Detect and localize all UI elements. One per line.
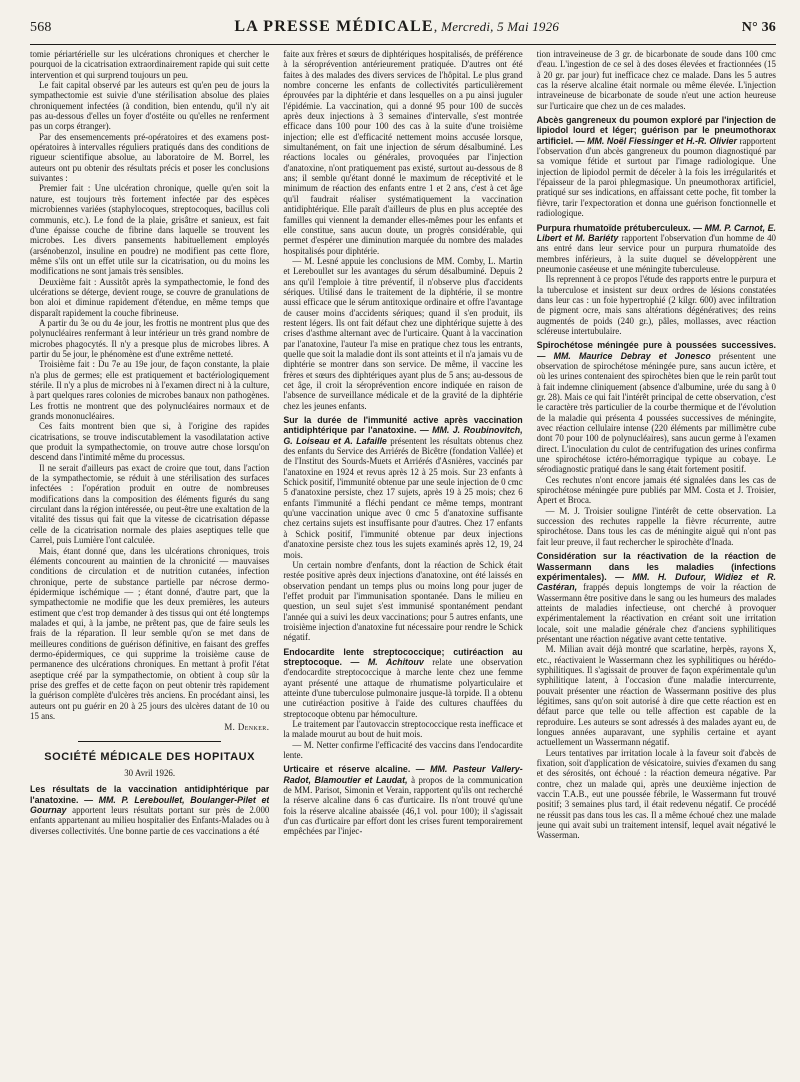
issue-number: N° 36 [741, 20, 776, 35]
communication-authors: — MM. P. Carnot, E. Libert et M. Bariéty [536, 222, 776, 243]
journal-title: LA PRESSE MÉDICALE [234, 18, 434, 35]
communication-authors: — MM. Noël Fiessinger et H.-R. Olivier [575, 135, 737, 146]
paragraph: Le fait capital observé par les auteurs est qu'en peu de jours la sympathectomie est suivie d'une stérilisation absolue des plaies chroniquement infectées (à condition, bien entendu, qu'il n'y ait pas au-dessous d'elles un foyer d'ostéite ou qu'elles ne renferment pas un corps étranger). [30, 80, 270, 132]
session-date: 30 Avril 1926. [124, 768, 176, 779]
article-columns [30, 49, 776, 1077]
communication-text: frappés depuis longtemps de voir la réaction de Wassermann être positive dans le sang ou les humeurs des malades atteints de maladies infectieuse, ont cherché à provoquer expérimentalement la réactivation en créant soit une irritation locale, soit une maladie générale chez d'anciens syphilitiques présentant une réaction négative avant cette tentative. [536, 582, 776, 644]
column-2 [283, 49, 522, 1077]
issue-date: Mercredi, 5 Mai 1926 [441, 19, 560, 34]
author-signature: M. Denker. [224, 722, 270, 733]
paragraph: Par des ensemencements pré-opératoires et des examens post-opératoires à intervalles réguliers pratiqués dans des conditions de rigueur scientifique absolue, au laboratoire de M. Borrel, les auteurs ont pu obtenir des résultats précis et poser les conclusions suivantes : [30, 131, 270, 184]
communication-authors: — MM. H. Dufour, Widiez et R. Castéran, [536, 571, 776, 593]
communication-text: rapportent l'observation d'un homme de 40 ans entré dans leur service pour un purpura rhumatoïde des membres inférieurs, à la suite duquel se développèrent une pneumonie caséeuse et une méningite tuberculeuse. [536, 232, 776, 274]
page-number: 568 [30, 20, 52, 35]
communication-text: présentent les résultats obtenus chez des enfants du Service des Arriérés de Bicêtre (fondation Vallée) et de l'Institut des Sourds-Muets et Arriérés d'Asnières, vaccinés par l'anatoxine en 1924 et revus après 12 à 25 mois. Sur 23 enfants à Schick positif, l'immunité obtenue par une seule injection de 0 cmc 5 d'anatoxine persiste, chez 17 sujets, après 19 à 25 mois; chez 6 enfants l'immunité a fléchi pendant ce même temps, montrant qu'une vaccination unique avec 0 cmc 5 d'anatoxine suffisante chez certains sujets est insuffisante pour d'autres. Chez 17 enfants à Schick positif, l'immunité obtenue par deux injections d'anatoxine persiste chez tous les sujets examinés après 12, 19, 24 mois. [283, 435, 523, 560]
paragraph: Ces rechutes n'ont encore jamais été signalées dans les cas de spirochétose méningée pure publiés par MM. Costa et J. Troisier, Apert et Broca. [536, 474, 776, 506]
communication-heading [283, 415, 522, 560]
communication-heading [283, 647, 522, 719]
communication-heading [537, 551, 776, 644]
section-divider [78, 741, 222, 742]
communication-authors: — MM. P. Lereboullet, Boulanger-Pilet et Gournay [30, 794, 270, 816]
communication-heading [283, 764, 522, 836]
communication-text: présentent une observation de spirochétose méningée pure, sans aucun ictère, et où les urines contenaient des spirochètes bien que le rein parût tout à fait indemne cliniquement (absence d'albumine, urée du sang à 0 gr. 28). Mais ce qui fait l'intérêt principal de cette observation, c'est le caractère très particulier de la courbe thermique et de l'évolution de la maladie qui présenta 4 poussées successives de méningite, avec réaction cellulaire intense (220 éléments par millimètre cube dont 70 pour 100 de polynucléaires), sans aucun germe à l'examen direct. L'inoculation du culot de centrifugation des urines confirma une spirochétose ictéro-hémorragique typique au cobaye. Le sérodiagnostic pratiqué dans le sang était fortement positif. [536, 350, 776, 475]
paragraph: Premier fait : Une ulcération chronique, quelle qu'en soit la nature, est toujours très fortement infectée par des espèces microbiennes variées (staphylocoques, streptocoques, bacillus coli communis, etc.). Le fond de la plaie, grisâtre et sanieux, est fait d'une épaisse couche de fibrine dans laquelle se trouvent les microbes. Les divers pansements habituellement employés (arsénobenzol, insuline en poudre) ne modifient pas cette flore, même s'ils ont un effet utile sur la cicatrisation, ou du moins les modifications ne sont jamais très sensibles. [30, 183, 270, 277]
communication-title: Considération sur la réactivation de la réaction de Wassermann dans les maladies (infections expérimentales). [536, 551, 776, 582]
communication-title: Spirochétose méningée pure à poussées successives. [536, 340, 776, 351]
communication-heading [30, 784, 269, 836]
paragraph: M. Milian avait déjà montré que scarlatine, herpès, rayons X, etc., réactivaient le Wassermann chez les syphilitiques ou hérédo-syphilitiques. Il s'agissait de prouver de façon expérimentale qu'un syphilitique latent, à l'occasion d'une maladie intercurrente, pouvait présenter une réaction de Wassermann positive des plus légitimes, sans qu'on soit autorisé à dire que cette réaction est en défaut parce que telle ou telle affection est capable de la reproduire. Les auteurs se sont adressés à des malades ayant eu, de longues années auparavant, une syphilis certaine et ayant actuellement un Wassermann négatif. [536, 644, 776, 748]
paragraph: Le traitement par l'autovaccin streptococcique resta inefficace et la malade mourut au bout de huit mois. [283, 719, 523, 740]
communication-authors: — MM. J. Roubinovitch, G. Loiseau et A. Lafaille [283, 425, 523, 446]
communication-heading [537, 223, 776, 275]
communication-heading [537, 340, 776, 474]
paragraph: A partir du 3e ou du 4e jour, les frottis ne montrent plus que des polynucléaires renfermant à leur intérieur un très grand nombre de microbes phagocytés. Il n'y a presque plus de microbes libres. A partir du 5e jour, le phénomène est d'une extrême netteté. [30, 317, 270, 359]
paragraph: Ils reprennent à ce propos l'étude des rapports entre le purpura et la tuberculose et insistent sur deux ordres de lésions constatées dans leur cas : un foie hypertrophié (2 kilgr. 600) avec infiltration de pigment ocre, mais sans altérations dégénératives; des reins augmentés de poids (240 gr.), pâles, mollasses, avec réaction scléreuse intertubulaire. [536, 274, 776, 336]
paragraph: — M. Netter confirme l'efficacité des vaccins dans l'endocardite lente. [283, 739, 523, 761]
paragraph: Un certain nombre d'enfants, dont la réaction de Schick était restée positive après deux injections d'anatoxine, ont été laissés en observation pendant un temps plus ou moins long pour juger de l'effet produit par l'immunisation spontanée. Dans le milieu en question, un seul sujet s'est immunisé spontanément pendant l'année qui a suivi les deux vaccinations; pour 5 autres enfants, une troisième injection d'anatoxine fut nécessaire pour rendre le Schick négatif. [283, 559, 523, 643]
paragraph: faite aux frères et sœurs de diphtériques hospitalisés, de préférence à la séroprévention antérieurement pratiquée. D'autres ont été faites à des malades des divers services de l'hôpital. Le plus grand nombre concerne les enfants de collectivités particulièrement éprouvées par la diphtérie et dans lesquelles on a pu ainsi juguler l'épidémie. La vaccination, qui a donné 95 pour 100 de succès après deux injections à 3 semaines d'intervalle, s'est montrée efficace dans 100 pour 100 des cas à la suite d'une troisième injection; elle est d'efficacité nettement moins accusée lorsque, simultanément, on fait une injection de sérum désalbuminé. Les réactions locales ou générales, provoquées par l'injection d'anatoxine, n'ont pratiquement pas existé, surtout au-dessous de 8 ans; il semble qu'étant donné le maximum de réceptivité et le minimum de réaction des enfants entre 1 et 2 ans, c'est à cet âge qu'il faudrait réaliser systématiquement la vaccination antidiphtérique. Elle paraît d'ailleurs de plus en plus acceptée des familles qui viennent la demander elles-mêmes pour les enfants et elle constitue, sans aucun doute, un progrès considérable, qui permet d'espérer une diminution marquée du nombre des malades hospitalisés pour diphtérie. [283, 49, 523, 256]
paragraph: Mais, étant donné que, dans les ulcérations chroniques, trois éléments concourent au maintien de la chronicité — mauvaises conditions de circulation et de nutrition cutanées, infection chronique, perte de substance partielle par nécrose dermo-épidermique ischémique — ; étant donné, d'autre part, que la sympathectomie ne modifie que les deux premières, les auteurs estiment que c'est trop demander à des tissus qui ont été longtemps malades et qui, à la jambe, ne prêtent pas, que de faire seuls les frais de la réparation. Il leur semble qu'on se met dans de meilleures conditions de guérison définitive, en faisant des greffes dermo-épidermiques, ce qui supprime la troisième cause de permanence des ulcérations chroniques. En mettant à profit l'état aseptique créé par la sympathectomie, on obtient à coup sûr la prise des greffes et de cette façon on peut obtenir très rapidement la guérison complète d'ulcères très anciens. En procédant ainsi, les auteurs ont pu guérir en 20 à 25 jours des ulcères datant de 10 ou 15 ans. [30, 545, 270, 721]
paragraph: Il ne serait d'ailleurs pas exact de croire que tout, dans l'action de la sympathectomie, se réduit à une stérilisation des surfaces infectées : l'opération produit en outre de nombreuses modifications dans la composition des éléments figurés du sang circulant dans la région intéressée, ou peut-être une exaltation de la vitalité des tissus qui fait que la vitesse de cicatrisation dépasse celle de la cicatrisation normale des plaies aseptiques telle que Carrel, puis Lumière l'ont calculée. [30, 462, 270, 546]
column-1 [30, 49, 269, 1077]
paragraph: Leurs tentatives par irritation locale à la faveur soit d'abcès de fixation, soit d'application de vésicatoire, suivies d'examen du sang et des sérosités, ont échoué : la réaction demeura négative. Par contre, chez un malade qui, après une deuxième injection de vaccin T.A.B., eut une poussée fébrile, le Wassermann fut trouvé positif; 3 semaines plus tard, il était redevenu négatif. Ce procédé ne réussit pas dans tous les cas. Il a même échoué chez une malade jeune qui avait subi un traitement intensif, lequel avait négativé le Wasserman. [536, 747, 776, 841]
paragraph: tomie périartérielle sur les ulcérations chroniques et chercher le pourquoi de la cicatrisation extraordinairement rapide qui suit cette intervention et qui surprend toujours un peu. [30, 49, 270, 80]
communication-title: Purpura rhumatoïde prétuberculeux. [536, 222, 691, 233]
paragraph: — M. Lesné appuie les conclusions de MM. Comby, L. Martin et Lereboullet sur les avantages du sérum désalbuminé. Depuis 2 ans qu'il l'emploie à titre préventif, il n'observe plus d'accidents sériques. Utilisé dans le traitement de la diphtérie, il se montre aussi efficace que le sérum antitoxique ordinaire et offre l'avantage de causer moins d'accidents sériques; quand il s'en produit, ils restent légers. Ils ont fait défaut chez une diphtérique sujette à des crises d'asthme alternant avec de l'urticaire. Quant à la vaccination par l'anatoxine, l'auteur l'a mise en pratique chez tous les entrants, quelle que soit la maladie dont ils sont atteints et il n'a jamais vu de diphtérie se montrer dans son service. De même, il vaccine les frères et sœurs des diphtériques ayant plus de 5 ans; au-dessous de cet âge, il croit la séroprévention encore indiquée en raison de l'absence de surveillance médicale et de la gravité de la diphtérie chez les jeunes enfants. [283, 255, 523, 411]
journal-header: LA PRESSE MÉDICALE, Mercredi, 5 Mai 1926 [234, 18, 560, 35]
communication-title: Sur la durée de l'immunité active après vaccination antidiphtérique par l'anatoxine. [283, 415, 523, 436]
column-3 [537, 49, 776, 1077]
paragraph: — M. J. Troisier souligne l'intérêt de cette observation. La succession des rechutes rappelle la fièvre récurrente, autre spirochétose. Dans tous les cas de méningite aiguë qui n'ont pas fait leur preuve, il faut rechercher le spirochète d'Inada. [536, 505, 776, 547]
paragraph: Troisième fait : Du 7e au 19e jour, de façon constante, la plaie n'a plus de germes; elle est pratiquement et bactériologiquement stérile. Il n'y a plus de microbes ni à l'examen direct ni à la culture, à part quelques rares colonies de microbes banaux non pathogènes. Les frottis ne montrent que des polynucléaires normaux et de grands mononucléaires. [30, 359, 270, 422]
communication-text: à propos de la communication de MM. Parisot, Simonin et Verain, rapportent qu'ils ont recherché la réserve alcaline dans 6 cas d'urticaire. Ils n'ont trouvé qu'une fois la réserve alcaline abaissée (46,1 vol. pour 100); il s'agissait d'un cas d'urticaire par effort dont les crises furent temporairement empêchées par l'injec- [283, 774, 523, 837]
page-header [30, 18, 776, 45]
communication-authors: — MM. Maurice Debray et Jonesco [536, 350, 711, 361]
communication-heading [537, 115, 776, 218]
paragraph: Ces faits montrent bien que si, à l'origine des rapides cicatrisations, se trouve indiscutablement la vasodilatation active que produit la sympathectomie, on trouve autre chose lorsqu'on descend dans l'intimité même du processus. [30, 421, 270, 463]
communication-authors: — MM. Pasteur Vallery-Radot, Blamoutier et Laudat, [283, 764, 523, 785]
society-title: SOCIÉTÉ MÉDICALE DES HOPITAUX [44, 750, 256, 763]
communication-authors: — M. Achitouv [350, 656, 424, 667]
communication-title: Abcès gangreneux du poumon exploré par l'injection de lipiodol lourd et léger; guérison par le pneumothorax artificiel. [536, 115, 776, 146]
communication-text: rapportent l'observation d'un abcès gangreneux du poumon diagnostiqué par sa vomique fétide et surtout par l'image radiologique. Une injection de lipiodol permit de déceler à la fois les irrégularités et l'épaisseur de la paroi phlegmasique. Un pneumothorax artificiel, pratiqué sur ses indications, en affaissant cette poche, fit tomber la fièvre, tarir l'expectoration et donna une guérison fonctionnelle et radiologique. [536, 135, 776, 219]
communication-title: Urticaire et réserve alcaline. [283, 764, 411, 775]
paragraph: tion intraveineuse de 3 gr. de bicarbonate de soude dans 100 cmc d'eau. L'ingestion de ce sel à des doses élevées et fractionnées (15 à 20 gr. par jour) fut inefficace chez ce malade. Dans les 5 autres cas la réserve alcaline était normale ou même élevée. L'injection intraveineuse de bicarbonate de soude n'eut une action heureuse sur l'urticaire que chez un de ces malades. [536, 49, 776, 111]
communication-title: Les résultats de la vaccination antidiphtérique par l'anatoxine. [30, 784, 270, 805]
communication-text: apportent leurs résultats portant sur près de 2.000 enfants appartenant au milieu hospitalier des Enfants-Malades ou à diverses collectivités. Une bonne partie de ces vaccinations a été [30, 805, 270, 836]
communication-title: Endocardite lente streptococcique; cutiréaction au streptocoque. [283, 646, 523, 667]
paragraph: Deuxième fait : Aussitôt après la sympathectomie, le fond des ulcérations se déterge, devient rouge, se couvre de granulations de bon aloi et diminue rapidement d'étendue, en même temps que disparaît rapidement la couche fibrineuse. [30, 276, 270, 318]
communication-text: relate une observation d'endocardite streptococcique à marche lente chez une femme ayant présenté une attaque de rhumatisme polyarticulaire et atteinte d'une tuberculose pulmonaire jusque-là torpide. Il a obtenu une cutiréaction positive à l'aide des cultures chauffées du streptocoque obtenu par hémoculture. [283, 656, 523, 719]
